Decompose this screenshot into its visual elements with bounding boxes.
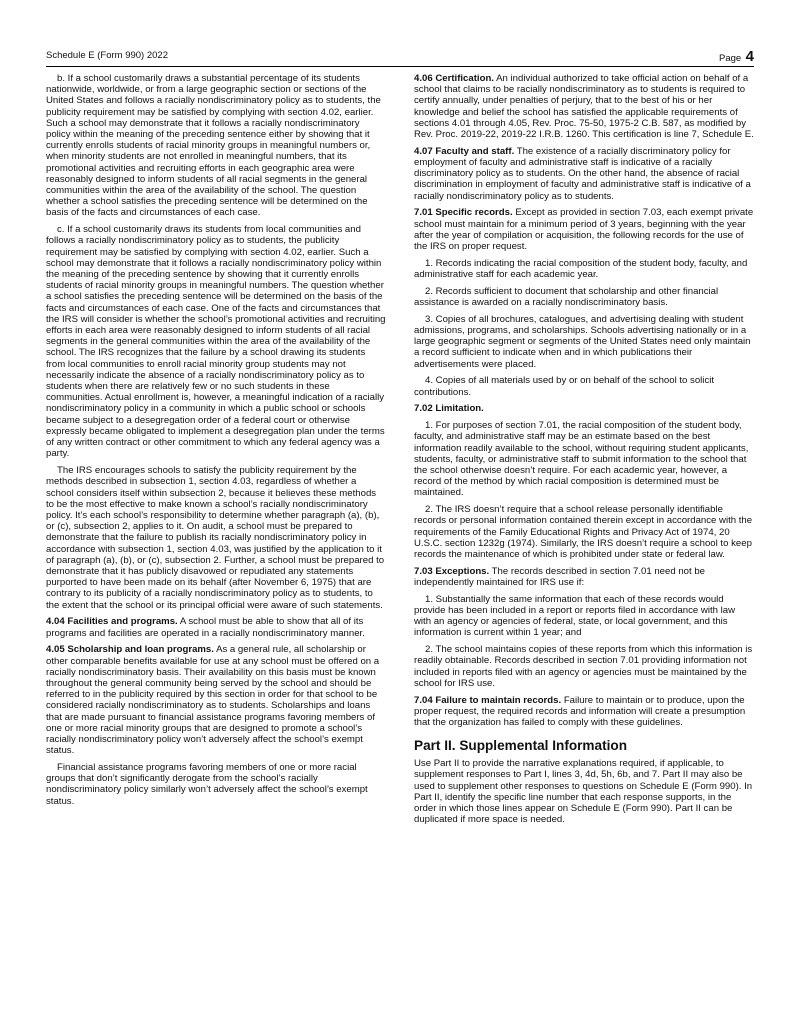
left-column: [46, 73, 386, 812]
page-indicator: [719, 48, 754, 66]
section-4-07-text: The existence of a racially discriminatory policy for employment of faculty and administrative staff is indicative of a racially discriminatory policy as to students. On the other hand, the absence of racial discrimination in employment of faculty and administrative staff is indicative of a racially nondiscriminatory policy as to students.: [414, 145, 751, 202]
section-7-01-item-1: 1. Records indicating the racial composition of the student body, faculty, and administrative staff for each academic year.: [414, 257, 748, 281]
section-4-05-text: As a general rule, all scholarship or other comparable benefits available for use at any school must be offered on a racially nondiscriminatory basis. Their availability on this basis must be known throughout the general community being served by the school and should be referred to in the publicity required by this section in order for that school to be considered racially nondiscriminatory as to students. Scholarships and loans that are made pursuant to financial assistance programs favoring members of one or more racial minority groups that are designed to promote a school’s racially nondiscriminatory policy won’t adversely affect the school’s exempt status.: [46, 644, 380, 757]
paragraph-b: b. If a school customarily draws a substantial percentage of its students nationwide, worldwide, or from a large geographic section or sections of the United States and follows a racially nondiscriminatory policy as to students, the publicity requirement may be satisfied by complying with section 4.02, earlier. Such a school may demonstrate that it follows a racially nondiscriminatory policy within the meaning of the preceding sentence either by showing that it currently enrolls students of racial minority groups in meaningful numbers or, when minority students are not enrolled in meaningful numbers, that its promotional activities and recruiting efforts in each geographic area were reasonably designed to inform students of all racial segments in the general communities within the area of the availability of the school. The question whether a school satisfies the preceding sentence will be determined on the basis of the facts and circumstances of each case.: [46, 73, 381, 219]
section-7-03-item-2: 2. The school maintains copies of these reports from which this information is readily obtainable. Records described in section 7.01 providing information not included in reports filed with an agency or agencies must be maintained by the school for IRS use.: [414, 644, 753, 689]
section-7-01: [414, 207, 754, 252]
section-4-04-title: 4.04 Facilities and programs.: [46, 616, 178, 628]
section-7-04-text: Failure to maintain or to produce, upon the proper request, the required records and information will create a presumption that the organization has failed to comply with these guidelines.: [414, 694, 746, 729]
section-4-04: [46, 616, 386, 638]
page-number: 4: [745, 48, 754, 65]
section-7-02: [414, 403, 754, 414]
part-2-text: Use Part II to provide the narrative explanations required, if applicable, to supplement responses to Part I, lines 3, 4d, 5h, 6b, and 7. Part II may also be used to supplement other responses to questions on Schedule E (Form 990). In Part II, identify the specific line number that each response supports, in the order in which those lines appear on Schedule E (Form 990). Part II can be duplicated if more space is needed.: [414, 758, 753, 826]
section-7-03-item-1: 1. Substantially the same information that each of these records would provide has been included in a report or reports filed in accordance with law with an agency or agencies of federal, state, or local government, and this information is current within 1 year; and: [414, 593, 736, 639]
section-7-03: [414, 566, 754, 588]
section-4-04-text: A school must be able to show that all of its programs and facilities are operated in a racially nondiscriminatory manner.: [46, 616, 365, 639]
section-7-02-item-1: 1. For purposes of section 7.01, the racial composition of the student body, faculty, and administrative staff may be an estimate based on the best information readily available to the school, without requiring student applicants, students, faculty, or administrative staff to submit information to the school that the school otherwise doesn’t require. For each academic year, however, a record of the method by which racial composition is determined must be maintained.: [414, 420, 749, 499]
section-4-07: [414, 146, 754, 202]
section-7-01-title: 7.01 Specific records.: [414, 207, 513, 219]
section-4-06-text: An individual authorized to take official action on behalf of a school that claims to be racially nondiscriminatory as to students is required to certify annually, under penalties of perjury, that to the best of his or her knowledge and belief the school has satisfied the applicable requirements of sections 4.01 through 4.05, Rev. Proc. 75-50, 1975-2 C.B. 587, as modified by Rev. Proc. 2019-22, 2019-22 I.R.B. 1260. This certification is line 7, Schedule E.: [414, 73, 754, 141]
section-7-03-title: 7.03 Exceptions.: [414, 565, 490, 577]
section-4-05-title: 4.05 Scholarship and loan programs.: [46, 644, 214, 656]
section-4-05: [46, 644, 386, 756]
paragraph-irs-encourages: The IRS encourages schools to satisfy the publicity requirement by the methods described in subsection 1, section 4.03, regardless of whether a school considers itself within subsection 2, because it believes these methods to be the most effective to make known a school’s racially nondiscriminatory policy. It’s each school’s responsibility to determine whether paragraph (a), (b), or (c), subsection 2, applies to it. On audit, a school must be prepared to demonstrate that the failure to publish its racially nondiscriminatory policy in accordance with subsection 1, section 4.03, was justified by the application to it of paragraph (a), (b), or (c), subsection 2. Further, a school must be prepared to demonstrate that it has publicly disavowed or repudiated any statements purported to have been made on its behalf (after November 6, 1975) that are contrary to its publicity of a racially nondiscriminatory policy as to students, to the extent that the school or its principal official were aware of such statements.: [46, 465, 385, 611]
right-column: [414, 73, 754, 831]
section-7-04-title: 7.04 Failure to maintain records.: [414, 694, 562, 706]
section-7-01-text: Except as provided in section 7.03, each exempt private school must maintain for a minimum period of 3 years, beginning with the year after the year of compilation or acquisition, the following records for the use of the IRS on proper request.: [414, 207, 754, 253]
section-7-01-item-4: 4. Copies of all materials used by or on behalf of the school to solicit contributions.: [414, 375, 715, 398]
section-7-03-text: The records described in section 7.01 need not be independently maintained for IRS use if:: [414, 565, 706, 589]
section-7-02-title: 7.02 Limitation.: [414, 403, 484, 415]
section-4-07-title: 4.07 Faculty and staff.: [414, 145, 515, 157]
paragraph-financial-assistance: Financial assistance programs favoring members of one or more racial groups that don’t significantly derogate from the school’s racially nondiscriminatory policy similarly won’t adversely affect the school’s exempt status.: [46, 761, 368, 807]
section-4-06-title: 4.06 Certification.: [414, 73, 494, 84]
section-7-01-item-3: 3. Copies of all brochures, catalogues, and advertising dealing with student admissions, programs, and scholarships. Schools advertising nationally or in a large geographic segment or segments of the United States need only maintain a record sufficient to indicate when and in which publications their advertisements were placed.: [414, 313, 751, 370]
page-label: Page: [719, 53, 742, 64]
section-4-06: [414, 73, 754, 140]
paragraph-c: c. If a school customarily draws its students from local communities and follows a racially nondiscriminatory policy as to students, the publicity requirement may be satisfied by complying with section 4.02, earlier. Such a school may demonstrate that it follows a racially nondiscriminatory policy within the meaning of the preceding sentence by showing that it currently enrolls students of racial minority groups in meaningful numbers. The question whether a school satisfies the preceding sentence will be determined on the basis of the facts and circumstances of each case. One of the facts and circumstances that the IRS will consider is whether the school’s promotional activities and recruiting efforts in each area were reasonably designed to inform students of all racial segments in the general communities within the area of the availability of the school. The IRS recognizes that the failure by a school drawing its students from local communities to enroll racial minority group students may not necessarily indicate the absence of a racially nondiscriminatory policy as to students when there are relatively few or no such students in these communities. Actual enrollment is, however, a meaningful indication of a racially nondiscriminatory policy in a community in which a public school or schools became subject to a desegregation order of a federal court or otherwise expressly became obligated to implement a desegregation plan under the terms of any written contract or other commitment to which any federal agency was a party.: [46, 224, 386, 460]
section-7-04: [414, 695, 754, 729]
part-2-heading: Part II. Supplemental Information: [414, 738, 627, 754]
section-7-02-item-2: 2. The IRS doesn’t require that a school release personally identifiable records or personal information contained therein except in accordance with the requirements of the Family Educational Rights and Privacy Act of 1974, 20 U.S.C. section 1232g (1974). Similarly, the IRS doesn’t require a school to keep records the maintenance of which is prohibited under state or federal law.: [414, 504, 753, 561]
page-header: [46, 40, 754, 67]
form-identifier: Schedule E (Form 990) 2022: [46, 50, 168, 61]
section-7-01-item-2: 2. Records sufficient to document that scholarship and other financial assistance is awarded on a racially nondiscriminatory basis.: [414, 285, 719, 309]
